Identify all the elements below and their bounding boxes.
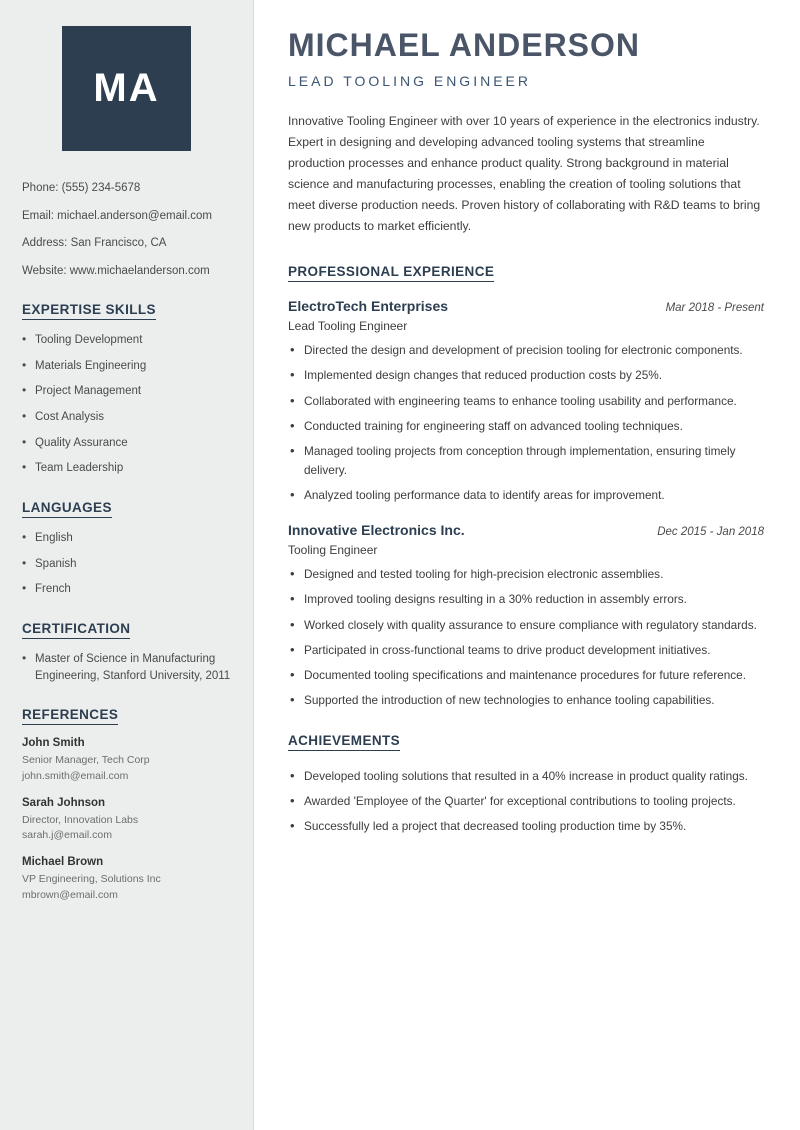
section-expertise-skills xyxy=(22,301,231,477)
sidebar xyxy=(0,0,254,1130)
contact-email: Email: michael.anderson@email.com xyxy=(22,209,212,222)
page-title: MICHAEL ANDERSON xyxy=(288,27,641,63)
languages-list xyxy=(22,530,231,598)
reference-name: Sarah Johnson xyxy=(22,796,106,809)
reference-item xyxy=(22,737,231,783)
list-item: • Team Leadership xyxy=(22,460,231,477)
section-languages xyxy=(22,499,231,598)
professional-summary: Innovative Tooling Engineer with over 10 years of experience in the electronics industry. Expert in designing and developing advanced tooling systems that streamline production processes and enhance product quality. Strong background in material science and manufacturing processes, enabling the creation of tooling solutions that meet diverse production needs. Proven history of collaborating with R&D teams to bring new products to market efficiently. xyxy=(288,114,761,234)
monogram-container xyxy=(22,26,231,151)
contact-block xyxy=(22,181,231,279)
section-certification xyxy=(22,620,231,684)
list-item: • Cost Analysis xyxy=(22,409,231,426)
experience-header xyxy=(288,522,764,538)
experience-bullets xyxy=(288,565,764,710)
list-item: • Collaborated with engineering teams to enhance tooling usability and performance. xyxy=(288,392,764,410)
experience-bullets xyxy=(288,341,764,504)
section-references xyxy=(22,706,231,902)
reference-email: mbrown@email.com xyxy=(22,888,118,901)
certification-heading: CERTIFICATION xyxy=(22,621,130,639)
certification-list xyxy=(22,651,231,684)
list-item: • English xyxy=(22,530,231,547)
contact-address: Address: San Francisco, CA xyxy=(22,237,167,250)
list-item: • Worked closely with quality assurance to ensure compliance with regulatory standards. xyxy=(288,616,764,634)
list-item: • Managed tooling projects from conception through implementation, ensuring timely delivery. xyxy=(288,442,764,479)
list-item: • Directed the design and development of precision tooling for electronic components. xyxy=(288,341,764,359)
monogram-initials: MA xyxy=(62,26,191,151)
reference-item xyxy=(22,856,231,902)
reference-email: john.smith@email.com xyxy=(22,769,129,782)
list-item: • Documented tooling specifications and maintenance procedures for future reference. xyxy=(288,666,764,684)
list-item: • Materials Engineering xyxy=(22,358,231,375)
achievements-list xyxy=(288,767,764,836)
experience-entry xyxy=(288,522,764,710)
contact-website: Website: www.michaelanderson.com xyxy=(22,264,210,277)
list-item: • Developed tooling solutions that resulted in a 40% increase in product quality ratings. xyxy=(288,767,764,785)
expertise-skills-heading: EXPERTISE SKILLS xyxy=(22,302,156,320)
list-item: • Designed and tested tooling for high-precision electronic assemblies. xyxy=(288,565,764,583)
experience-entry xyxy=(288,298,764,504)
reference-item xyxy=(22,797,231,843)
list-item: • Conducted training for engineering staff on advanced tooling techniques. xyxy=(288,417,764,435)
employment-dates: Dec 2015 - Jan 2018 xyxy=(657,526,764,539)
reference-name: Michael Brown xyxy=(22,856,104,869)
job-role: Tooling Engineer xyxy=(288,543,378,558)
employment-dates: Mar 2018 - Present xyxy=(665,302,764,315)
list-item: • Implemented design changes that reduced production costs by 25%. xyxy=(288,366,764,384)
list-item: • Project Management xyxy=(22,383,231,400)
list-item: • French xyxy=(22,581,231,598)
job-role: Lead Tooling Engineer xyxy=(288,319,408,334)
languages-heading: LANGUAGES xyxy=(22,500,112,518)
experience-header xyxy=(288,298,764,314)
section-professional-experience xyxy=(288,263,764,710)
list-item: • Awarded 'Employee of the Quarter' for exceptional contributions to tooling projects. xyxy=(288,792,764,810)
contact-phone: Phone: (555) 234-5678 xyxy=(22,182,141,194)
list-item: • Participated in cross-functional teams to drive product development initiatives. xyxy=(288,641,764,659)
list-item: • Supported the introduction of new technologies to enhance tooling capabilities. xyxy=(288,691,764,709)
list-item: • Tooling Development xyxy=(22,332,231,349)
main-content xyxy=(254,0,800,1130)
achievements-heading: ACHIEVEMENTS xyxy=(288,733,400,751)
list-item: • Spanish xyxy=(22,556,231,573)
list-item: • Improved tooling designs resulting in a 30% reduction in assembly errors. xyxy=(288,590,764,608)
reference-role: Senior Manager, Tech Corp xyxy=(22,754,150,767)
professional-experience-heading: PROFESSIONAL EXPERIENCE xyxy=(288,264,494,282)
section-achievements xyxy=(288,732,764,836)
reference-email: sarah.j@email.com xyxy=(22,829,113,842)
list-item: • Quality Assurance xyxy=(22,435,231,452)
reference-role: Director, Innovation Labs xyxy=(22,813,139,826)
headline-title: LEAD TOOLING ENGINEER xyxy=(288,73,531,90)
company-name: Innovative Electronics Inc. xyxy=(288,522,465,539)
list-item: • Analyzed tooling performance data to identify areas for improvement. xyxy=(288,486,764,504)
references-heading: REFERENCES xyxy=(22,707,118,725)
reference-name: John Smith xyxy=(22,737,85,750)
list-item: • Successfully led a project that decreased tooling production time by 35%. xyxy=(288,817,764,835)
list-item: • Master of Science in Manufacturing Engineering, Stanford University, 2011 xyxy=(22,651,231,684)
expertise-skills-list xyxy=(22,332,231,477)
company-name: ElectroTech Enterprises xyxy=(288,298,449,315)
reference-role: VP Engineering, Solutions Inc xyxy=(22,873,161,886)
